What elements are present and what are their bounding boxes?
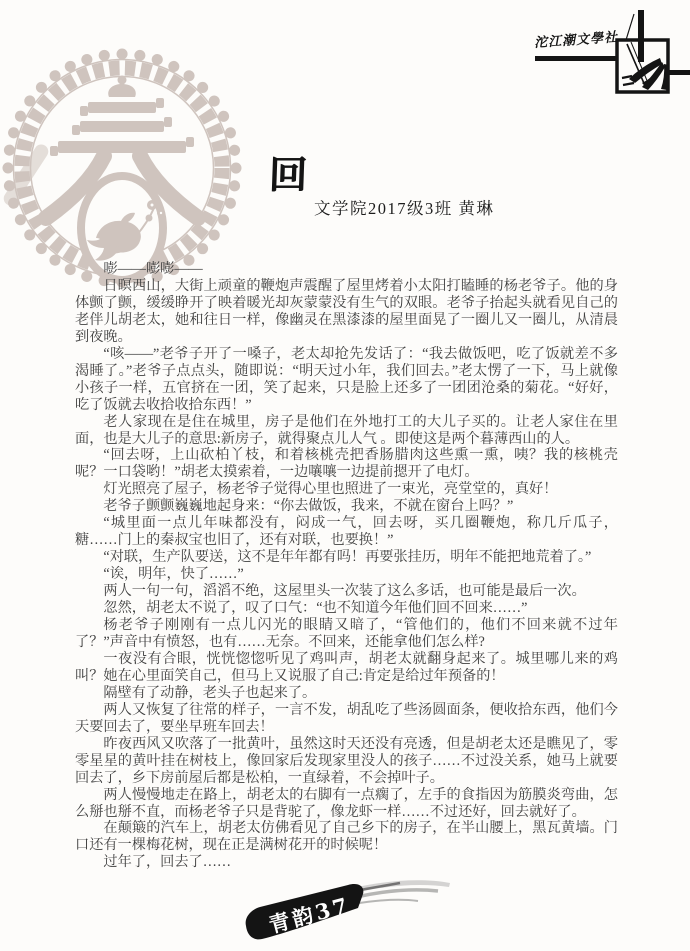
paragraph: “回去呀，上山砍柏丫枝，和着核桃壳把香肠腊肉这些熏一熏，咦？我的核桃壳呢？一口袋哟！”胡老太摸索着，一边嚷嚷一边提前摁开了电灯。 bbox=[75, 447, 618, 481]
paragraph: 灯光照亮了屋子，杨老爷子觉得心里也照进了一束光，亮堂堂的，真好！ bbox=[103, 481, 558, 498]
paragraph: 两人一句一句，滔滔不绝，这屋里头一次装了这么多话，也可能是最后一次。 bbox=[103, 583, 586, 600]
page-label: 青韵37 bbox=[266, 891, 353, 938]
article-body bbox=[75, 261, 618, 871]
paragraph: 嘭——嘭嘭—— bbox=[103, 261, 203, 277]
paragraph: 日暝西山，大街上顽童的鞭炮声震醒了屋里烤着小太阳打瞌睡的杨老爷子。他的身体颤了颤，缓缓睁开了映着暖光却灰蒙蒙没有生气的双眼。老爷子抬起头就看见自己的老伴儿胡老太，她和往日一样，像幽灵在黑漆漆的屋里面晃了一圈儿又一圈儿，从清晨到夜晚。 bbox=[75, 277, 618, 345]
paragraph: 隔壁有了动静，老头子也起来了。 bbox=[103, 684, 317, 701]
paragraph: “诶，明年，快了……” bbox=[103, 566, 244, 583]
paragraph: 忽然，胡老太不说了，叹了口气：“也不知道今年他们回不回来……” bbox=[103, 600, 528, 617]
spring-seal-icon bbox=[0, 40, 244, 296]
article-title: 回 bbox=[268, 155, 308, 197]
paragraph: “城里面一点儿年味都没有，闷成一气，回去呀，买几圈鞭炮，称几斤瓜子，糖……门上的秦叔宝也旧了，还有对联，也要换！” bbox=[75, 515, 618, 549]
paragraph: 两人慢慢地走在路上，胡老太的右脚有一点瘸了，左手的食指因为筋膜炎弯曲，怎么掰也掰不直，而杨老爷子只是背驼了，像龙虾一样……不过还好，回去就好了。 bbox=[75, 786, 618, 820]
paragraph: 昨夜西风又吹落了一批黄叶，虽然这时天还没有亮透，但是胡老太还是瞧见了，零零星星的黄叶挂在树枝上，像回家后发现家里没人的孩子……不过没关系，她马上就要回去了，乡下房前屋后都是松柏，一直绿着，不会掉叶子。 bbox=[75, 735, 618, 786]
article-byline: 文学院2017级3班 黄琳 bbox=[314, 199, 495, 218]
paragraph: 一夜没有合眼，恍恍惚惚听见了鸡叫声，胡老太就翻身起来了。城里哪儿来的鸡叫？她在心里面笑自己，但马上又说服了自己:肯定是给过年预备的！ bbox=[75, 650, 618, 684]
bamboo-frame-icon bbox=[530, 0, 690, 110]
paragraph: 过年了，回去了…… bbox=[103, 854, 232, 871]
paragraph: 老爷子颤颤巍巍地起身来：“你去做饭，我来，不就在窗台上吗？” bbox=[103, 498, 514, 515]
paragraph: 在颠簸的汽车上，胡老太仿佛看见了自己乡下的房子，在半山腰上，黑瓦黄墙。门口还有一棵梅花树，现在正是满树花开的时候呢！ bbox=[75, 820, 618, 854]
paragraph: 老人家现在是住在城里，房子是他们在外地打工的大儿子买的。让老人家住在里面，也是大儿子的意思:新房子，就得聚点儿人气 。即使这是两个暮薄西山的人。 bbox=[75, 413, 618, 447]
paragraph: 杨老爷子刚刚有一点儿闪光的眼睛又暗了，“管他们的，他们不回来就不过年了？”声音中有愤怒，也有……无奈。不回来，还能拿他们怎么样? bbox=[75, 617, 618, 650]
paragraph: “对联，生产队要送，这不是年年都有吗！再要张挂历，明年不能把地荒着了。” bbox=[103, 549, 592, 566]
society-name: 沱江潮文學社 bbox=[533, 29, 619, 51]
paragraph: “咳——”老爷子开了一嗓子，老太却抢先发话了：“我去做饭吧，吃了饭就差不多渴睡了。”老爷子点点头，随即说：“明天过小年，我们回去。”老太愣了一下，马上就像小孩子一样，五官挤在一团，笑了起来，只是脸上还多了一团团沧桑的菊花。“好好，吃了饭就去收拾收拾东西！” bbox=[75, 345, 618, 413]
brush-stroke-banner bbox=[238, 876, 470, 951]
paragraph: 两人又恢复了往常的样子，一言不发，胡乱吃了些汤圆面条，便收拾东西，他们今天要回去了，要坐早班车回去！ bbox=[75, 701, 618, 735]
